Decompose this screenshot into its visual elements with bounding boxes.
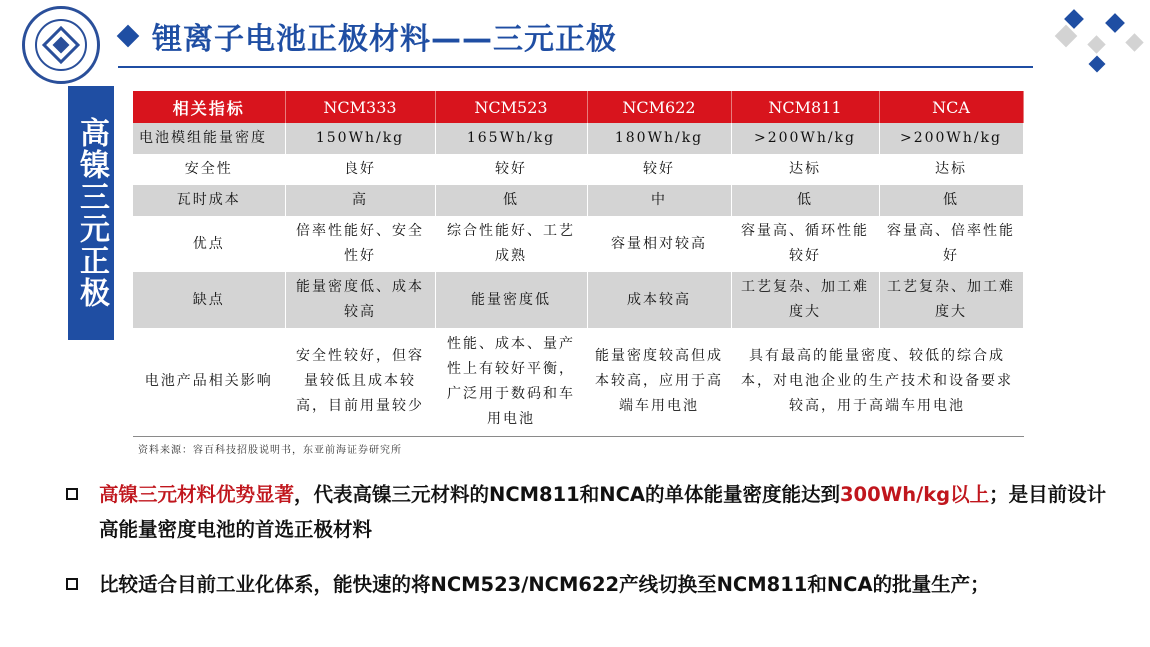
table-cell: 165Wh/kg <box>435 123 587 154</box>
bullet-text: 比较适合目前工业化体系，能快速的将NCM523/NCM622产线切换至NCM811和NCA的批量生产； <box>99 573 990 596</box>
row-label: 优点 <box>133 216 285 272</box>
table-row <box>133 185 1023 216</box>
table-cell: 中 <box>587 185 731 216</box>
table-cell: 180Wh/kg <box>587 123 731 154</box>
table-cell: 综合性能好、工艺成熟 <box>435 216 587 272</box>
bullet-item <box>66 477 1119 547</box>
table-header: NCM622 <box>587 91 731 123</box>
table-cell: 能量密度较高但成本较高，应用于高端车用电池 <box>587 328 731 436</box>
bullet-text <box>99 477 1119 547</box>
decor-diamond-icon <box>1105 13 1125 33</box>
slide-title <box>120 14 617 58</box>
table-row <box>133 154 1023 185</box>
row-label: 瓦时成本 <box>133 185 285 216</box>
checkbox-square-icon <box>66 578 78 590</box>
university-logo <box>22 6 100 84</box>
table-cell: 150Wh/kg <box>285 123 435 154</box>
table-header: NCM523 <box>435 91 587 123</box>
table-cell: >200Wh/kg <box>731 123 879 154</box>
table-cell: 高 <box>285 185 435 216</box>
bullet-body: ，代表高镍三元材料的NCM811和NCA的单体能量密度能达到 <box>294 483 840 506</box>
table-cell: 较好 <box>435 154 587 185</box>
table-cell: 能量密度低、成本较高 <box>285 272 435 328</box>
decor-diamond-icon <box>1125 33 1143 51</box>
table-cell: 工艺复杂、加工难度大 <box>879 272 1023 328</box>
table-cell: 倍率性能好、安全性好 <box>285 216 435 272</box>
table-header: 相关指标 <box>133 91 285 123</box>
title-diamond-icon <box>117 25 140 48</box>
row-label: 电池模组能量密度 <box>133 123 285 154</box>
table-cell: 性能、成本、量产性上有较好平衡，广泛用于数码和车用电池 <box>435 328 587 436</box>
table-cell: 低 <box>879 185 1023 216</box>
table-cell: 成本较高 <box>587 272 731 328</box>
table-row <box>133 272 1023 328</box>
table-cell: >200Wh/kg <box>879 123 1023 154</box>
table-cell: 能量密度低 <box>435 272 587 328</box>
table-header-row <box>133 91 1023 123</box>
seal-icon <box>25 9 97 81</box>
side-label-box <box>68 86 114 340</box>
table-row <box>133 328 1023 436</box>
table-header: NCM333 <box>285 91 435 123</box>
checkbox-square-icon <box>66 488 78 500</box>
side-label-text: 高镍三元正极 <box>74 117 109 309</box>
table-cell: 达标 <box>731 154 879 185</box>
decor-diamond-icon <box>1089 56 1106 73</box>
table-cell: 安全性较好，但容量较低且成本较高，目前用量较少 <box>285 328 435 436</box>
slide-title-text: 锂离子电池正极材料——三元正极 <box>152 22 617 57</box>
table-cell: 达标 <box>879 154 1023 185</box>
highlight-text: 300Wh/kg以上 <box>839 483 990 506</box>
table-cell: 容量相对较高 <box>587 216 731 272</box>
comparison-table <box>133 91 1024 437</box>
table-cell-merged: 具有最高的能量密度、较低的综合成本，对电池企业的生产技术和设备要求较高，用于高端车用电池 <box>731 328 1023 436</box>
table-row <box>133 123 1023 154</box>
row-label: 电池产品相关影响 <box>133 328 285 436</box>
table-cell: 低 <box>731 185 879 216</box>
table-cell: 良好 <box>285 154 435 185</box>
row-label: 安全性 <box>133 154 285 185</box>
table-header: NCM811 <box>731 91 879 123</box>
decor-diamond-icon <box>1087 35 1105 53</box>
table-source-note: 资料来源：容百科技招股说明书，东亚前海证券研究所 <box>138 445 402 456</box>
row-label: 缺点 <box>133 272 285 328</box>
highlight-text: 高镍三元材料优势显著 <box>99 483 295 506</box>
table-cell: 较好 <box>587 154 731 185</box>
table-cell: 低 <box>435 185 587 216</box>
table-cell: 容量高、倍率性能好 <box>879 216 1023 272</box>
bullet-body: ；是目前设计高能量密度电池的首选正极材料 <box>99 483 1107 541</box>
table-cell: 容量高、循环性能较好 <box>731 216 879 272</box>
table-cell: 工艺复杂、加工难度大 <box>731 272 879 328</box>
table-header: NCA <box>879 91 1023 123</box>
title-underline <box>118 66 1033 68</box>
table-row <box>133 216 1023 272</box>
bullet-item <box>66 567 1119 602</box>
